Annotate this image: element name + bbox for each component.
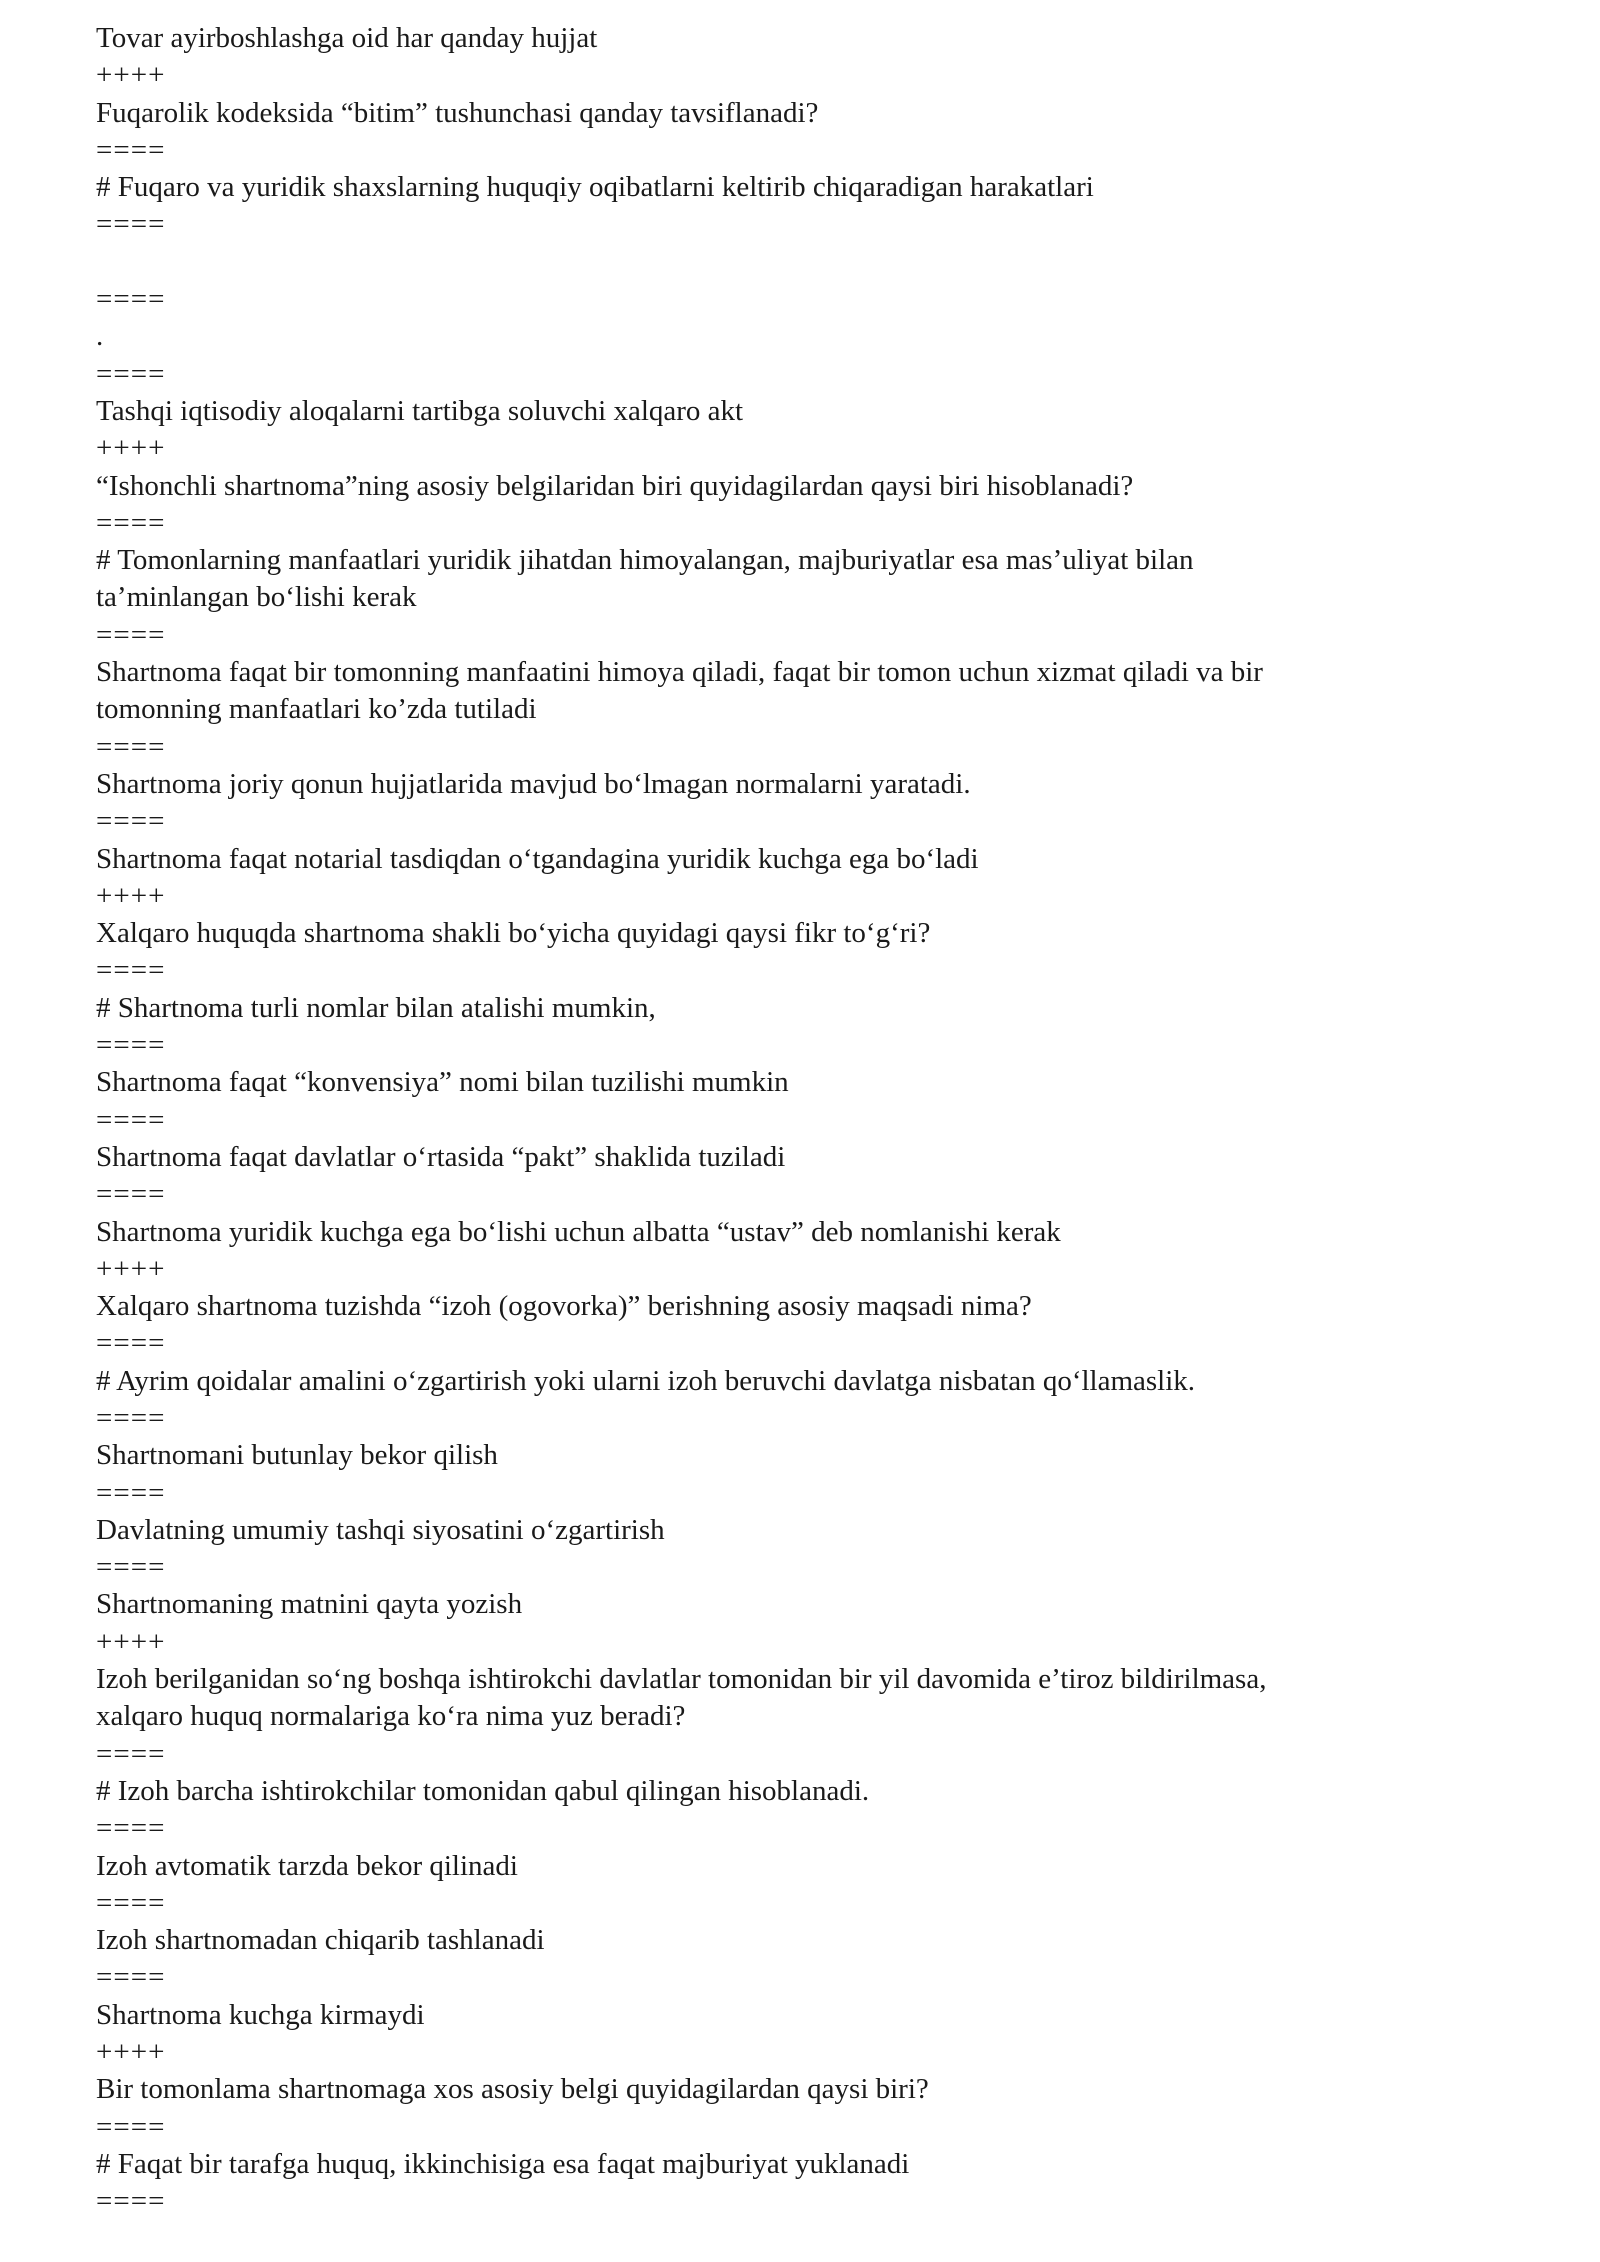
correct-answer-line: # Ayrim qoidalar amalini o‘zgartirish yoki ularni izoh beruvchi davlatga nisbatan qo‘llamaslik. [96,1364,1196,1397]
question-separator: ++++ [96,1625,166,1658]
correct-answer-line: # Fuqaro va yuridik shaxslarning huquqiy oqibatlarni keltirib chiqaradigan harakatlari [96,171,1094,204]
text-line: Tovar ayirboshlashga oid har qanday hujjat [96,22,598,54]
correct-answer-line: # Faqat bir tarafga huquq, ikkinchisiga esa faqat majburiyat yuklanadi [96,2147,910,2180]
option-separator: ==== [96,283,166,316]
text-line: Xalqaro shartnoma tuzishda “izoh (ogovorka)” berishning asosiy maqsadi nima? [96,1290,1032,1323]
text-line: “Ishonchli shartnoma”ning asosiy belgilaridan biri quyidagilardan qaysi biri hisoblanadi? [96,469,1134,502]
option-separator: ==== [96,730,166,763]
text-line: Bir tomonlama shartnomaga xos asosiy belgi quyidagilardan qaysi biri? [96,2073,929,2106]
option-separator: ==== [96,208,166,241]
text-line: Xalqaro huquqda shartnoma shakli bo‘yicha quyidagi qaysi fikr to‘g‘ri? [96,917,931,950]
option-separator: ==== [96,2185,166,2218]
option-separator: ==== [96,618,166,651]
text-line: Izoh avtomatik tarzda bekor qilinadi [96,1849,518,1882]
option-separator: ==== [96,506,166,539]
text-line: Shartnoma faqat “konvensiya” nomi bilan tuzilishi mumkin [96,1066,789,1099]
correct-answer-line: # Shartnoma turli nomlar bilan atalishi mumkin, [96,991,656,1024]
text-line: Shartnoma faqat bir tomonning manfaatini himoya qiladi, faqat bir tomon uchun xizmat qiladi va bir tomonning manfaatlari ko’zda tutiladi [96,656,1263,726]
text-line: Shartnomani butunlay bekor qilish [96,1439,498,1472]
text-line: Izoh berilganidan so‘ng boshqa ishtirokchi davlatlar tomonidan bir yil davomida e’tiroz bildirilmasa, xalqaro huquq normalariga ko‘ra nima yuz beradi? [96,1663,1267,1733]
option-separator: ==== [96,1178,166,1211]
text-line: Izoh shartnomadan chiqarib tashlanadi [96,1924,545,1957]
option-separator: ==== [96,1961,166,1994]
text-line [96,244,1476,281]
correct-answer-line: # Izoh barcha ishtirokchilar tomonidan qabul qilingan hisoblanadi. [96,1774,870,1807]
option-separator: ==== [96,357,166,390]
option-separator: ==== [96,805,166,838]
text-line: Shartnomaning matnini qayta yozish [96,1588,523,1621]
option-separator: ==== [96,1327,166,1360]
text-line: Davlatning umumiy tashqi siyosatini o‘zgartirish [96,1513,665,1546]
correct-answer-line: # Tomonlarning manfaatlari yuridik jihatdan himoyalangan, majburiyatlar esa mas’uliyat bilan ta’minlangan bo‘lishi kerak [96,544,1194,614]
option-separator: ==== [96,1886,166,1919]
text-line: Shartnoma faqat davlatlar o‘rtasida “pakt” shaklida tuziladi [96,1140,786,1173]
text-line: Shartnoma faqat notarial tasdiqdan o‘tgandagina yuridik kuchga ega bo‘ladi [96,842,979,875]
option-separator: ==== [96,1476,166,1509]
option-separator: ==== [96,1029,166,1062]
text-line: Shartnoma yuridik kuchga ega bo‘lishi uchun albatta “ustav” deb nomlanishi kerak [96,1215,1061,1248]
question-separator: ++++ [96,879,166,912]
question-separator: ++++ [96,59,166,92]
option-separator: ==== [96,133,166,166]
text-line: Fuqarolik kodeksida “bitim” tushunchasi qanday tavsiflanadi? [96,96,819,129]
text-line: Shartnoma joriy qonun hujjatlarida mavjud bo‘lmagan normalarni yaratadi. [96,767,971,800]
question-separator: ++++ [96,432,166,465]
option-separator: ==== [96,1103,166,1136]
option-separator: ==== [96,1812,166,1845]
question-separator: ++++ [96,1252,166,1285]
document-body [96,20,1476,2221]
option-separator: ==== [96,1401,166,1434]
text-line: . [96,320,104,353]
question-separator: ++++ [96,2036,166,2069]
option-separator: ==== [96,1551,166,1584]
option-separator: ==== [96,2110,166,2143]
text-line: Shartnoma kuchga kirmaydi [96,1998,425,2031]
option-separator: ==== [96,1737,166,1770]
option-separator: ==== [96,954,166,987]
text-line: Tashqi iqtisodiy aloqalarni tartibga soluvchi xalqaro akt [96,394,744,427]
